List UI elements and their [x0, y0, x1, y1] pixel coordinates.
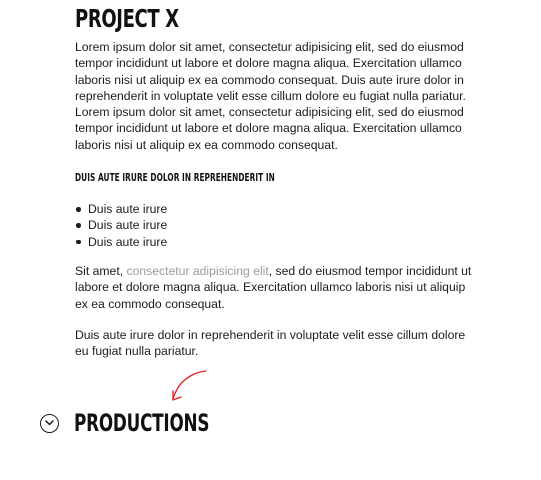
list-item: Duis aute irure — [88, 201, 475, 217]
consectetur-link[interactable]: consectetur adipisicing elit — [126, 263, 269, 278]
project-intro-paragraph: Lorem ipsum dolor sit amet, consectetur adipisicing elit, sed do eiusmod tempor incididunt ut labore et dolore magna aliqua. Exercitation ullamco laboris nisi ut aliquip ex ea commodo consequat. Duis aute irure dolor in reprehenderit in voluptate velit esse cillum dolore eu fugiat nulla pariatur. Lorem ipsum dolor sit amet, consectetur adipisicing elit, sed do eiusmod tempor incididunt ut labore et dolore magna aliqua. Exercitation ullamco laboris nisi ut aliquip ex ea commodo consequat. — [75, 40, 466, 152]
project-title: PROJECT X — [75, 4, 179, 33]
paragraph-text: Sit amet, — [75, 263, 127, 278]
productions-heading[interactable]: PRODUCTIONS — [74, 409, 210, 437]
productions-toggle[interactable] — [40, 406, 267, 440]
project-section — [75, 0, 475, 359]
list-item: Duis aute irure — [88, 234, 475, 250]
chevron-down-icon — [45, 420, 54, 426]
bullet-list — [75, 201, 475, 250]
list-item: Duis aute irure — [88, 217, 475, 233]
chevron-down-circle-icon[interactable] — [40, 414, 59, 433]
project-subheading: DUIS AUTE IRURE DOLOR IN REPREHENDERIT IN — [75, 172, 275, 185]
paragraph-text: , sed do eiusmod tempor incididunt ut labore et dolore magna aliqua. Exercitation ullamco laboris nisi ut aliquip ex ea commodo consequat. — [75, 263, 472, 311]
project-closing-paragraph: Duis aute irure dolor in reprehenderit in voluptate velit esse cillum dolore eu fugiat nulla pariatur. — [75, 327, 466, 359]
project-link-paragraph — [75, 263, 475, 312]
